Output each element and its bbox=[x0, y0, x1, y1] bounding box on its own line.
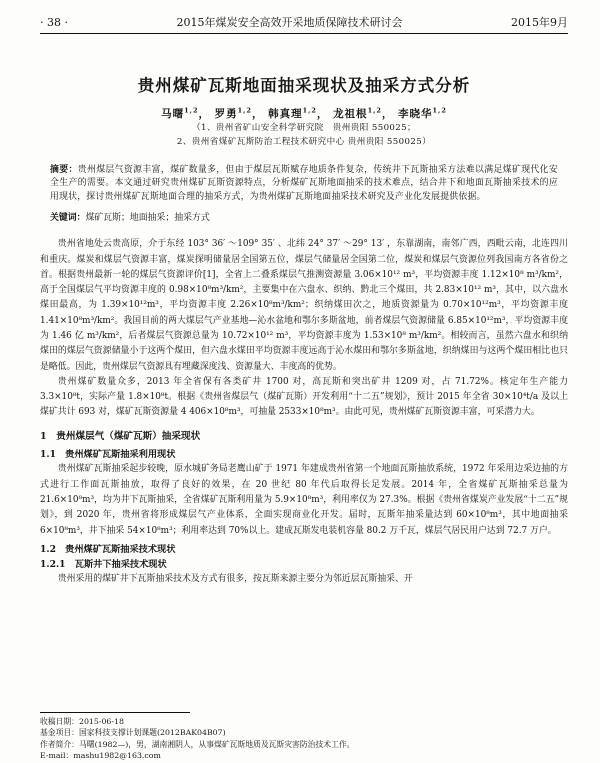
running-header bbox=[40, 0, 568, 34]
author: 马曙$^{1,2}$ bbox=[161, 106, 199, 120]
abstract bbox=[50, 164, 558, 204]
footnote-rule bbox=[40, 712, 190, 713]
received-date: 收稿日期：2015-06-18 bbox=[40, 717, 124, 726]
affiliation-line: 2、贵州省煤矿瓦斯防治工程技术研究中心 贵州贵阳 550025） bbox=[176, 137, 432, 147]
keywords bbox=[50, 210, 558, 223]
keywords-text: 煤矿瓦斯；地面抽采；抽采方式 bbox=[85, 213, 210, 224]
journal-name: 2015年煤炭安全高效开采地质保障技术研讨会 bbox=[176, 16, 403, 29]
section-heading: 1 贵州煤层气（煤矿瓦斯）抽采现状 bbox=[40, 430, 201, 442]
abstract-label: 摘要： bbox=[50, 165, 78, 175]
paragraph: 贵州煤矿数量众多，2013 年全省保有各类矿井 1700 对，高瓦斯和突出矿井 1209 对，占 71.72%。核定年生产能力 3.3×10⁸t，实际产量 1.8×10⁸t。根据《贵州省煤层气（煤矿瓦斯）开发利用“十二五”规划》，预计 2015 年全省 30×10⁴t/a 及以上煤矿共计 693 对，煤矿瓦斯资源量 4 406×10⁸m³，可抽量 2533×10⁸m³。由此可见，贵州煤矿瓦斯资源丰富，可采潜力大。 bbox=[40, 376, 568, 418]
funding-note: 基金项目：国家科技支撑计划课题(2012BAK04B07) bbox=[40, 728, 226, 738]
subsection-heading: 1.1 贵州煤矿瓦斯抽采利用现状 bbox=[40, 449, 176, 461]
author-bio: 作者简介：马曙(1982—)，男，湖南湘阴人，从事煤矿瓦斯地质及瓦斯灾害防治技术工作。 bbox=[40, 739, 355, 749]
paragraph: 贵州煤矿瓦斯抽采起步较晚，原水城矿务局老鹰山矿于 1971 年建成贵州省第一个地面瓦斯抽放系统，1972 年采用边采边抽的方式进行工作面瓦斯抽放，取得了良好的效果，在 20 世纪 80 年代后取得长足发展。2014 年，全省煤矿瓦斯抽采总量为 21.6×10⁸m³，均为井下瓦斯抽采，全省煤矿瓦斯利用量为 5.9×10⁸m³，利用率仅为 27.3%。根据《贵州省煤炭产业发展“十二五”规划》，到 2020 年，贵州省将形成煤层气产业体系，全面实现商业化开发。届时，瓦斯年抽采量达到 60×10⁸m³，其中地面抽采 6×10⁸m³，井下抽采 54×10⁸m³；利用率达到 70%以上。建成瓦斯发电装机容量 80.2 万千瓦，煤层气居民用户达到 72.7 万户。 bbox=[40, 464, 568, 536]
author: 韩真理$^{1,2}$ bbox=[268, 106, 317, 120]
author-list: 马曙$^{1,2}$， 罗勇$^{1,2}$， 韩真理$^{1,2}$， 龙祖根$^{1,2}$， 李晓华$^{1,2}$ bbox=[161, 106, 447, 120]
affiliation-line: （1、贵州省矿山安全科学研究院 贵州贵阳 550025； bbox=[191, 123, 417, 133]
footnotes bbox=[40, 712, 568, 762]
subsection-heading: 1.2 贵州煤矿瓦斯抽采技术现状 bbox=[40, 543, 176, 555]
author: 龙祖根$^{1,2}$ bbox=[333, 106, 382, 120]
author: 罗勇$^{1,2}$ bbox=[214, 106, 252, 120]
author-email: E-mail：mashu1982@163.com bbox=[40, 751, 161, 761]
abstract-text: 贵州煤层气资源丰富，煤矿数量多，但由于煤层瓦斯赋存地质条件复杂，传统井下瓦斯抽采方法难以满足煤矿现代化安全生产的需要。本文通过研究贵州煤矿瓦斯资源特点，分析煤矿瓦斯地面抽采的技术难点，结合井下和地面瓦斯抽采技术的应用现状，探讨贵州煤矿瓦斯地面合理的抽采方式，为贵州煤矿瓦斯地面抽采技术研究及产业化发展提供依据。 bbox=[50, 165, 558, 202]
keywords-label: 关键词： bbox=[50, 213, 86, 224]
body-text bbox=[40, 237, 568, 588]
issue-date: 2015年9月 bbox=[510, 16, 568, 29]
paragraph: 贵州采用的煤矿井下瓦斯抽采技术及方式有很多，按瓦斯来源主要分为邻近层瓦斯抽采、开 bbox=[57, 574, 413, 585]
paper-title: 贵州煤矿瓦斯地面抽采现状及抽采方式分析 bbox=[137, 76, 471, 95]
author: 李晓华$^{1,2}$ bbox=[398, 106, 447, 120]
page-number: · 38 · bbox=[40, 15, 68, 29]
subsubsection-heading: 1.2.1 瓦斯井下抽采技术现状 bbox=[40, 559, 167, 571]
paragraph: 贵州省地处云贵高原，介于东经 103° 36′ ～109° 35′ 、北纬 24° 37′ ～29° 13′ ，东靠湖南，南邻广西，西毗云南，北连四川和重庆。煤炭和煤层气资源丰富，煤炭探明储量居全国第五位，煤层气储量居全国第二位，煤炭和煤层气资源位列我国南方各省份之首。根据贵州最新一轮的煤层气资源评价[1]，全省上二叠系煤层气推测资源量 3.06×10¹² m³，平均资源丰度 1.12×10⁸ m³/km²，高于全国煤层气平均资源丰度的 0.98×10⁸m³/km²，主要集中在六盘水、织纳、黔北三个煤田，共 2.83×10¹² m³，其中，以六盘水煤田最高，为 1.39×10¹²m³，平均资源丰度 2.26×10⁸m³/km²；织纳煤田次之，地质资源量为 0.70×10¹²m³，平均资源丰度 1.41×10⁸m³/km²。我国目前的两大煤层气产业基地—沁水盆地和鄂尔多斯盆地，前者煤层气资源储量 6.85×10¹²m³，平均资源丰度为 1.46 亿 m³/km²，后者煤层气资源总量为 10.72×10¹² m³，平均资源丰度为 1.53×10⁸ m³/km²。相较而言，虽然六盘水和织纳煤田的煤层气资源储量小于这两个煤田，但六盘水煤田平均资源丰度远高于沁水煤田和鄂尔多斯盆地，织纳煤田与这两个煤田相比也只是略低。因此，贵州煤层气资源具有埋藏深度浅、资源量大、丰度高的优势。 bbox=[40, 239, 568, 372]
